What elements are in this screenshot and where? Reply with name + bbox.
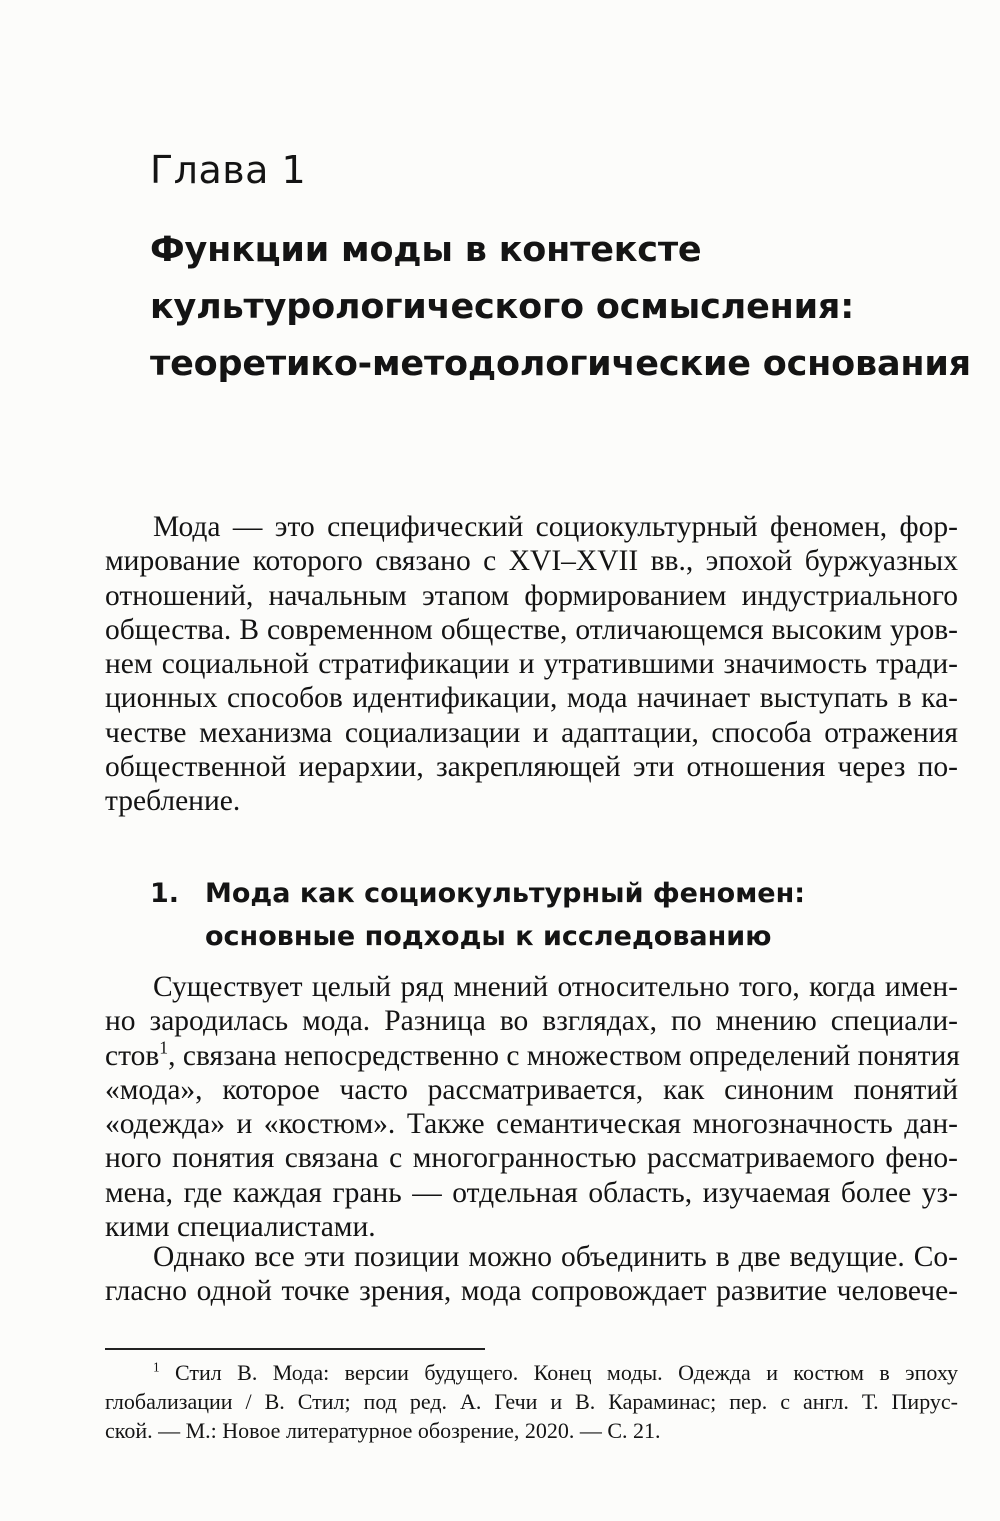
text-line: Однако все эти позиции можно объединить в две ведущие. Со-: [153, 1241, 958, 1273]
text-line: Существует целый ряд мнений относительно того, когда имен-: [153, 971, 958, 1003]
section-number: 1.: [150, 878, 180, 909]
intro-paragraph: [105, 510, 958, 819]
section-paragraph-2: [105, 1240, 958, 1309]
text-line: «мода», которое часто рассматривается, как синоним понятий: [105, 1073, 958, 1106]
section-paragraph-1: [105, 970, 958, 1244]
footnote-line: ской. — М.: Новое литературное обозрение, 2020. — С. 21.: [105, 1418, 661, 1443]
text-line: ционных способов идентификации, мода начинает выступать в ка-: [105, 682, 958, 715]
text-fragment: стов: [105, 1039, 160, 1072]
text-line: мена, где каждая грань — отдельная область, изучаемая более уз-: [105, 1176, 958, 1209]
section-title-line1: Мода как социокультурный феномен:: [205, 878, 806, 909]
footnote-text: Стил В. Мода: версии будущего. Конец моды. Одежда и костюм в эпоху: [175, 1360, 959, 1385]
footnote-number: 1: [153, 1359, 160, 1375]
footnote-line: глобализации / В. Стил; под ред. А. Гечи и В. Караминас; пер. с англ. Т. Пирус-: [105, 1389, 958, 1414]
text-line: ного понятия связана с многогранностью рассматриваемого фено-: [105, 1142, 958, 1175]
chapter-title: [150, 222, 971, 393]
text-line: мирование которого связано с XVI–XVII вв., эпохой буржуазных: [105, 545, 958, 578]
text-line: отношений, начальным этапом формированием индустриального: [105, 579, 958, 612]
chapter-title-line: культурологического осмысления:: [150, 287, 855, 327]
text-line: «одежда» и «костюм». Также семантическая многозначность дан-: [105, 1108, 958, 1141]
text-line: честве механизма социализации и адаптации, способа отражения: [105, 716, 958, 749]
section-title-line2: основные подходы к исследованию: [205, 921, 772, 952]
text-line: требление.: [105, 785, 241, 818]
text-line: нем социальной стратификации и утратившими значимость тради-: [105, 648, 958, 681]
text-line: но зародилась мода. Разница во взглядах, по мнению специали-: [105, 1005, 958, 1038]
text-line: общественной иерархии, закрепляющей эти отношения через по-: [105, 751, 958, 784]
text-line: общества. В современном обществе, отличающемся высоким уров-: [105, 613, 958, 646]
chapter-title-line: Функции моды в контексте: [150, 230, 702, 270]
footnote: [105, 1358, 958, 1445]
chapter-label: Глава 1: [150, 148, 307, 192]
footnote-divider: [105, 1348, 485, 1350]
text-line: Мода — это специфический социокультурный феномен, фор-: [153, 511, 958, 543]
section-heading-line: [150, 872, 950, 915]
text-fragment: , связана непосредственно с множеством определений понятия: [168, 1039, 960, 1072]
footnote-reference[interactable]: 1: [159, 1037, 169, 1058]
text-line: гласно одной точке зрения, мода сопровождает развитие человече-: [105, 1275, 958, 1308]
footnote-line: [105, 1358, 958, 1387]
chapter-title-line: теоретико-методологические основания: [150, 344, 971, 384]
text-line-with-footnote: [105, 1039, 958, 1073]
text-line: кими специалистами.: [105, 1211, 376, 1244]
section-heading: [150, 872, 950, 958]
